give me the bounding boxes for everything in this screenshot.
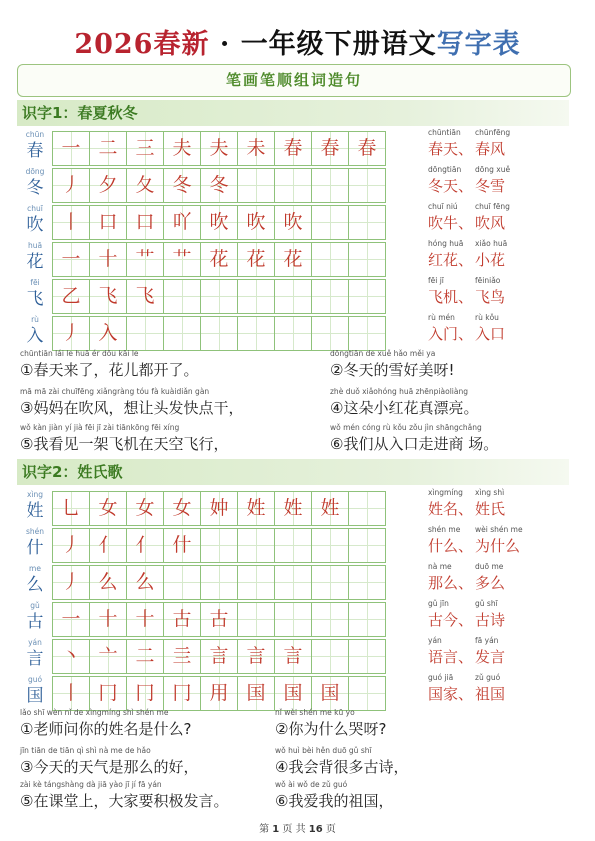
stroke-cell: 国 xyxy=(274,676,312,711)
stroke-cell xyxy=(237,168,275,203)
word-group xyxy=(428,598,568,632)
stroke-cell: 艹 xyxy=(163,242,201,277)
char-head xyxy=(20,638,50,670)
stroke-cell: 飞 xyxy=(126,279,164,314)
sentence-pinyin: jīn tiān de tiān qì shì nà me de hǎo xyxy=(20,746,151,755)
sentence-text: ①春天来了，花儿都开了。 xyxy=(20,361,199,379)
word-item xyxy=(428,201,473,235)
stroke-cell xyxy=(200,528,238,563)
word-text: 古诗 xyxy=(475,611,506,629)
sentence xyxy=(20,423,229,454)
title-part-grade: 一年级下册语文 xyxy=(240,29,437,60)
word-group xyxy=(428,561,568,595)
stroke-grid xyxy=(53,528,386,563)
sentence-pinyin: dōngtiān de xuě hǎo měi ya xyxy=(330,349,436,358)
stroke-cell: 十 xyxy=(89,242,127,277)
stroke-cell xyxy=(348,205,386,240)
title-dot: · xyxy=(219,29,231,60)
word-pinyin: duō me xyxy=(475,562,504,571)
stroke-cell: 亻 xyxy=(89,528,127,563)
stroke-cell: 姓 xyxy=(237,491,275,526)
sentence-pinyin: wǒ ài wǒ de zǔ guó xyxy=(275,780,348,789)
stroke-cell: 十 xyxy=(126,602,164,637)
char-glyph: 吹 xyxy=(26,215,44,235)
word-text: 吹牛、 xyxy=(428,214,474,232)
stroke-cell xyxy=(311,602,349,637)
stroke-cell: 女 xyxy=(163,491,201,526)
stroke-cell: 十 xyxy=(89,602,127,637)
stroke-cell xyxy=(237,602,275,637)
stroke-cell: 一 xyxy=(52,242,90,277)
word-item xyxy=(428,561,473,595)
stroke-cell xyxy=(311,565,349,600)
word-text: 姓名、 xyxy=(428,500,474,518)
char-pinyin: huā xyxy=(27,241,43,250)
word-pinyin: guó jiā xyxy=(428,673,454,682)
word-item xyxy=(475,238,507,272)
char-head xyxy=(20,527,50,559)
char-glyph: 什 xyxy=(26,538,44,558)
word-item xyxy=(475,672,505,706)
sentence xyxy=(330,423,499,454)
title-part-year: 2026春新 xyxy=(74,29,210,60)
sentence-pinyin: mā mā zài chuīfēng xiǎngràng tóu fà kuàidiǎn gàn xyxy=(20,387,210,396)
sentence-pinyin: nǐ wèi shén me kū yo xyxy=(275,708,355,717)
stroke-cell: 亻 xyxy=(126,528,164,563)
sentence-text: ⑤我看见一架飞机在天空飞行， xyxy=(20,435,229,453)
word-pinyin: shén me xyxy=(428,525,461,534)
sentence-pinyin: wǒ kàn jiàn yí jià fēi jī zài tiānkōng fēi xíng xyxy=(20,423,180,432)
stroke-grid xyxy=(53,639,386,674)
sentence-pinyin: chūntiān lái le huā ér dōu kāi le xyxy=(20,349,139,358)
char-head xyxy=(20,241,50,273)
stroke-cell: 国 xyxy=(237,676,275,711)
char-pinyin: me xyxy=(29,564,41,573)
char-head xyxy=(20,130,50,162)
section-header-1: 识字1：春夏秋冬 xyxy=(17,100,569,126)
char-glyph: 飞 xyxy=(26,289,44,309)
word-pinyin: dōng xuě xyxy=(475,165,511,174)
char-pinyin: dōng xyxy=(25,167,45,176)
word-item xyxy=(428,275,473,309)
char-glyph: 春 xyxy=(26,141,44,161)
word-pinyin: xìngmíng xyxy=(428,488,463,497)
sentence xyxy=(20,708,192,739)
stroke-cell xyxy=(348,168,386,203)
stroke-cell xyxy=(348,242,386,277)
stroke-grid xyxy=(53,131,386,166)
word-text: 什么、 xyxy=(428,537,474,555)
stroke-cell xyxy=(348,676,386,711)
word-pinyin: gǔ shī xyxy=(475,599,498,608)
stroke-cell: 丨 xyxy=(52,676,90,711)
char-glyph: 言 xyxy=(26,649,44,669)
stroke-cell: 言 xyxy=(274,639,312,674)
word-item xyxy=(428,598,473,632)
stroke-cell xyxy=(237,279,275,314)
word-pinyin: dōngtiān xyxy=(428,165,462,174)
stroke-cell: 妕 xyxy=(200,491,238,526)
stroke-cell xyxy=(311,316,349,351)
stroke-cell xyxy=(237,316,275,351)
stroke-cell: 么 xyxy=(126,565,164,600)
stroke-cell xyxy=(311,528,349,563)
word-group xyxy=(428,127,568,161)
stroke-cell xyxy=(311,242,349,277)
word-item xyxy=(428,238,473,272)
sentence-text: ②冬天的雪好美呀! xyxy=(330,361,455,379)
stroke-cell xyxy=(348,528,386,563)
char-head xyxy=(20,167,50,199)
stroke-cell: 花 xyxy=(200,242,238,277)
char-pinyin: gǔ xyxy=(30,601,40,610)
stroke-cell: 丶 xyxy=(52,639,90,674)
word-pinyin: xiǎo huā xyxy=(475,239,508,248)
stroke-cell xyxy=(163,316,201,351)
word-pinyin: hóng huā xyxy=(428,239,464,248)
word-pinyin: chūntiān xyxy=(428,128,461,137)
stroke-cell: 言 xyxy=(200,639,238,674)
word-text: 飞机、 xyxy=(428,288,474,306)
stroke-cell xyxy=(311,168,349,203)
sentence-text: ③今天的天气是那么的好， xyxy=(20,758,199,776)
word-text: 飞鸟 xyxy=(475,288,506,306)
stroke-cell: 丿 xyxy=(52,168,90,203)
char-glyph: 花 xyxy=(26,252,44,272)
word-pinyin: xìng shì xyxy=(475,488,505,497)
stroke-grid xyxy=(53,279,386,314)
word-text: 红花、 xyxy=(428,251,474,269)
word-pinyin: fēi jī xyxy=(428,276,444,285)
stroke-cell xyxy=(348,602,386,637)
stroke-cell: 入 xyxy=(89,316,127,351)
word-group xyxy=(428,201,568,235)
word-pinyin: rù mén xyxy=(428,313,455,322)
word-item xyxy=(475,127,510,161)
word-item xyxy=(475,312,505,346)
stroke-cell: 艹 xyxy=(126,242,164,277)
sentence xyxy=(20,387,244,418)
stroke-cell xyxy=(311,639,349,674)
word-pinyin: chuī niú xyxy=(428,202,458,211)
stroke-cell: 古 xyxy=(163,602,201,637)
word-group xyxy=(428,635,568,669)
sentence-text: ⑥我爱我的祖国， xyxy=(275,792,394,810)
word-group xyxy=(428,312,568,346)
stroke-cell: 冂 xyxy=(89,676,127,711)
word-text: 小花 xyxy=(475,251,506,269)
stroke-cell: 花 xyxy=(274,242,312,277)
stroke-grid xyxy=(53,316,386,351)
stroke-cell: 亖 xyxy=(163,639,201,674)
word-text: 入口 xyxy=(475,325,506,343)
stroke-cell: 冂 xyxy=(126,676,164,711)
word-pinyin: gǔ jīn xyxy=(428,599,449,608)
sentence-pinyin: zhè duǒ xiǎohóng huā zhēnpiàoliàng xyxy=(330,387,468,396)
stroke-cell xyxy=(274,279,312,314)
sentence-text: ③妈妈在吹风，想让头发快点干， xyxy=(20,399,244,417)
word-pinyin: fā yán xyxy=(475,636,499,645)
stroke-cell: 夕 xyxy=(89,168,127,203)
word-group xyxy=(428,524,568,558)
char-glyph: 国 xyxy=(26,686,44,706)
stroke-grid xyxy=(53,168,386,203)
word-text: 国家、 xyxy=(428,685,474,703)
stroke-cell: 飞 xyxy=(89,279,127,314)
page-footer xyxy=(0,820,595,835)
char-head xyxy=(20,601,50,633)
sentence-pinyin: wǒ mén cóng rù kǒu zǒu jìn shāngchǎng xyxy=(330,423,482,432)
word-text: 古今、 xyxy=(428,611,474,629)
stroke-cell: 春 xyxy=(274,131,312,166)
word-text: 冬天、 xyxy=(428,177,474,195)
sentence-text: ②你为什么哭呀? xyxy=(275,720,387,738)
char-head xyxy=(20,564,50,596)
word-item xyxy=(475,164,510,198)
stroke-cell xyxy=(274,528,312,563)
stroke-cell xyxy=(200,565,238,600)
char-pinyin: chūn xyxy=(25,130,45,139)
stroke-cell: 二 xyxy=(126,639,164,674)
stroke-cell: 春 xyxy=(348,131,386,166)
char-head xyxy=(20,315,50,347)
stroke-cell xyxy=(348,316,386,351)
word-item xyxy=(475,487,505,521)
word-text: 姓氏 xyxy=(475,500,506,518)
stroke-cell xyxy=(348,639,386,674)
stroke-cell xyxy=(311,279,349,314)
word-text: 多么 xyxy=(475,574,506,592)
word-group xyxy=(428,275,568,309)
char-glyph: 古 xyxy=(26,612,44,632)
stroke-grid xyxy=(53,676,386,711)
stroke-cell xyxy=(274,602,312,637)
word-pinyin: fēiniǎo xyxy=(475,276,501,285)
title-part-table: 写字表 xyxy=(436,29,521,60)
word-text: 冬雪 xyxy=(475,177,506,195)
char-pinyin: yán xyxy=(28,638,42,647)
footer-middle: 页 共 xyxy=(282,824,306,835)
word-item xyxy=(428,672,473,706)
sentence xyxy=(330,387,479,418)
sentence xyxy=(330,349,455,380)
stroke-cell: 口 xyxy=(126,205,164,240)
stroke-grid xyxy=(53,602,386,637)
word-group xyxy=(428,238,568,272)
sentence-text: ⑤在课堂上，大家要积极发言。 xyxy=(20,792,229,810)
stroke-cell: 未 xyxy=(237,131,275,166)
sentence-text: ④我会背很多古诗， xyxy=(275,758,409,776)
word-item xyxy=(428,312,473,346)
stroke-cell: 春 xyxy=(311,131,349,166)
word-item xyxy=(428,524,473,558)
word-text: 入门、 xyxy=(428,325,474,343)
word-item xyxy=(475,635,505,669)
stroke-cell: 言 xyxy=(237,639,275,674)
stroke-cell: 夫 xyxy=(200,131,238,166)
char-glyph: 冬 xyxy=(26,178,44,198)
char-glyph: 么 xyxy=(26,575,44,595)
char-head xyxy=(20,204,50,236)
char-pinyin: rù xyxy=(31,315,39,324)
sentence xyxy=(20,780,229,811)
stroke-cell xyxy=(237,528,275,563)
char-pinyin: guó xyxy=(27,675,43,684)
word-pinyin: wèi shén me xyxy=(475,525,523,534)
stroke-cell xyxy=(348,279,386,314)
stroke-cell: 亠 xyxy=(89,639,127,674)
stroke-cell: 吖 xyxy=(163,205,201,240)
word-pinyin: chuī fēng xyxy=(475,202,510,211)
word-text: 语言、 xyxy=(428,648,474,666)
stroke-cell: 夫 xyxy=(163,131,201,166)
stroke-cell xyxy=(200,279,238,314)
stroke-grid xyxy=(53,205,386,240)
char-glyph: 入 xyxy=(26,326,44,346)
word-item xyxy=(475,201,510,235)
word-pinyin: yán xyxy=(428,636,442,645)
subtitle-banner: 笔画笔顺组词造句 xyxy=(17,64,571,97)
stroke-grid xyxy=(53,242,386,277)
word-item xyxy=(428,635,473,669)
stroke-cell xyxy=(200,316,238,351)
stroke-cell xyxy=(348,565,386,600)
word-item xyxy=(475,524,523,558)
word-item xyxy=(428,487,473,521)
stroke-cell xyxy=(348,491,386,526)
stroke-cell: 一 xyxy=(52,602,90,637)
stroke-cell: 三 xyxy=(126,131,164,166)
word-pinyin: chūnfēng xyxy=(475,128,511,137)
word-item xyxy=(475,561,505,595)
stroke-cell: 冬 xyxy=(200,168,238,203)
stroke-cell: 丿 xyxy=(52,316,90,351)
stroke-grid xyxy=(53,491,386,526)
stroke-cell: 什 xyxy=(163,528,201,563)
stroke-cell xyxy=(274,168,312,203)
stroke-cell xyxy=(163,279,201,314)
stroke-cell: 姓 xyxy=(274,491,312,526)
footer-page-number: 1 xyxy=(272,824,280,835)
word-text: 吹风 xyxy=(475,214,506,232)
word-pinyin: nà me xyxy=(428,562,452,571)
footer-prefix: 第 xyxy=(259,824,270,835)
word-text: 那么、 xyxy=(428,574,474,592)
stroke-cell xyxy=(126,316,164,351)
stroke-cell: 国 xyxy=(311,676,349,711)
word-group xyxy=(428,164,568,198)
sentence-text: ①老师问你的姓名是什么? xyxy=(20,720,192,738)
stroke-cell: 吹 xyxy=(237,205,275,240)
stroke-cell xyxy=(311,205,349,240)
stroke-cell xyxy=(274,565,312,600)
stroke-cell: 冬 xyxy=(163,168,201,203)
word-text: 祖国 xyxy=(475,685,506,703)
sentence xyxy=(20,349,199,380)
stroke-cell: 花 xyxy=(237,242,275,277)
footer-suffix: 页 xyxy=(325,824,336,835)
word-pinyin: zǔ guó xyxy=(475,673,501,682)
stroke-cell xyxy=(163,565,201,600)
sentence xyxy=(20,746,199,777)
sentence-pinyin: wǒ huì bèi hěn duō gǔ shī xyxy=(275,746,372,755)
char-glyph: 姓 xyxy=(26,501,44,521)
stroke-cell xyxy=(237,565,275,600)
stroke-cell: 丨 xyxy=(52,205,90,240)
stroke-cell: 冂 xyxy=(163,676,201,711)
sentence xyxy=(275,780,394,811)
stroke-cell: 用 xyxy=(200,676,238,711)
section-header-2: 识字2：姓氏歌 xyxy=(17,459,569,485)
footer-total-pages: 16 xyxy=(308,824,323,835)
word-text: 春天、 xyxy=(428,140,474,158)
sentence xyxy=(275,708,387,739)
word-group xyxy=(428,487,568,521)
stroke-cell: 一 xyxy=(52,131,90,166)
stroke-cell: 口 xyxy=(89,205,127,240)
stroke-cell: 丿 xyxy=(52,565,90,600)
stroke-cell: 吹 xyxy=(200,205,238,240)
sentence-text: ④这朵小红花真漂亮。 xyxy=(330,399,479,417)
stroke-cell: 乚 xyxy=(52,491,90,526)
word-item xyxy=(428,164,473,198)
char-head xyxy=(20,278,50,310)
word-group xyxy=(428,672,568,706)
char-pinyin: chuī xyxy=(27,204,43,213)
page-title xyxy=(0,22,595,61)
char-head xyxy=(20,675,50,707)
word-pinyin: rù kǒu xyxy=(475,313,499,322)
stroke-cell xyxy=(274,316,312,351)
stroke-grid xyxy=(53,565,386,600)
word-item xyxy=(428,127,473,161)
stroke-cell: 乙 xyxy=(52,279,90,314)
stroke-cell: 丿 xyxy=(52,528,90,563)
stroke-cell: 么 xyxy=(89,565,127,600)
stroke-cell: 吹 xyxy=(274,205,312,240)
stroke-cell: 姓 xyxy=(311,491,349,526)
stroke-cell: 夂 xyxy=(126,168,164,203)
word-item xyxy=(475,598,505,632)
word-item xyxy=(475,275,505,309)
sentence-pinyin: lǎo shī wèn nǐ de xìngmíng shì shén me xyxy=(20,708,169,717)
stroke-cell: 女 xyxy=(89,491,127,526)
char-pinyin: xìng xyxy=(26,490,44,499)
stroke-cell: 二 xyxy=(89,131,127,166)
sentence-text: ⑥我们从入口走进商 场。 xyxy=(330,435,499,453)
stroke-cell: 古 xyxy=(200,602,238,637)
word-text: 为什么 xyxy=(475,537,521,555)
word-text: 春风 xyxy=(475,140,506,158)
stroke-cell: 女 xyxy=(126,491,164,526)
char-pinyin: fēi xyxy=(30,278,40,287)
sentence-pinyin: zài kè tángshàng dà jiā yào jī jí fā yán xyxy=(20,780,162,789)
word-text: 发言 xyxy=(475,648,506,666)
char-head xyxy=(20,490,50,522)
char-pinyin: shén xyxy=(25,527,45,536)
sentence xyxy=(275,746,409,777)
